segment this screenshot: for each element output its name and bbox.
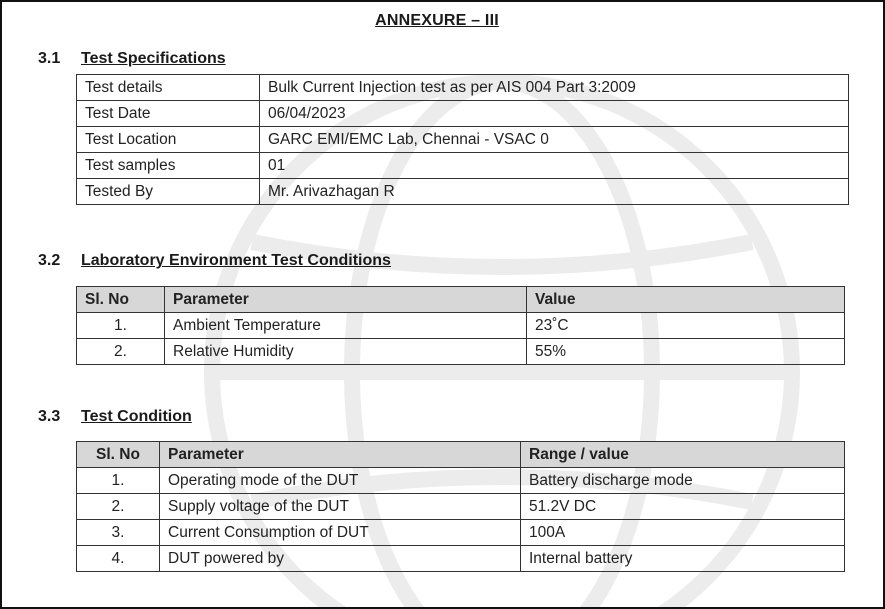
row-label: Tested By xyxy=(77,179,260,205)
row-value: Battery discharge mode xyxy=(521,468,845,494)
table-header-row xyxy=(77,442,845,468)
column-header-value: Value xyxy=(527,287,845,313)
table-row xyxy=(77,494,845,520)
column-header-parameter: Parameter xyxy=(160,442,521,468)
row-sl-no: 3. xyxy=(77,520,160,546)
test-specifications-table xyxy=(76,74,849,205)
table-row xyxy=(77,468,845,494)
table-row xyxy=(77,75,849,101)
row-parameter: Operating mode of the DUT xyxy=(160,468,521,494)
row-value: 06/04/2023 xyxy=(260,101,849,127)
table-row xyxy=(77,339,845,365)
table-row xyxy=(77,313,845,339)
table-row xyxy=(77,520,845,546)
laboratory-conditions-table xyxy=(76,286,845,365)
row-value: Bulk Current Injection test as per AIS 004 Part 3:2009 xyxy=(260,75,849,101)
row-label: Test samples xyxy=(77,153,260,179)
column-header-sl-no: Sl. No xyxy=(77,287,165,313)
table-row xyxy=(77,153,849,179)
row-parameter: Supply voltage of the DUT xyxy=(160,494,521,520)
section-number: 3.1 xyxy=(38,50,61,67)
test-condition-table xyxy=(76,441,845,572)
column-header-sl-no: Sl. No xyxy=(77,442,160,468)
row-sl-no: 2. xyxy=(77,339,165,365)
table-row xyxy=(77,127,849,153)
row-sl-no: 4. xyxy=(77,546,160,572)
row-value: 55% xyxy=(527,339,845,365)
row-label: Test Date xyxy=(77,101,260,127)
row-value: 23˚C xyxy=(527,313,845,339)
table-row xyxy=(77,179,849,205)
row-value: 100A xyxy=(521,520,845,546)
section-heading-test-condition xyxy=(38,408,338,430)
row-label: Test Location xyxy=(77,127,260,153)
section-heading-test-specifications xyxy=(38,50,338,72)
section-number: 3.3 xyxy=(38,408,61,425)
section-title: Test Specifications xyxy=(81,50,226,67)
row-parameter: Relative Humidity xyxy=(165,339,527,365)
row-sl-no: 2. xyxy=(77,494,160,520)
row-parameter: Current Consumption of DUT xyxy=(160,520,521,546)
row-value: GARC EMI/EMC Lab, Chennai - VSAC 0 xyxy=(260,127,849,153)
table-header-row xyxy=(77,287,845,313)
row-parameter: Ambient Temperature xyxy=(165,313,527,339)
section-number: 3.2 xyxy=(38,252,61,269)
document-title: ANNEXURE – III xyxy=(375,12,499,29)
row-value: Mr. Arivazhagan R xyxy=(260,179,849,205)
row-value: 01 xyxy=(260,153,849,179)
section-title: Test Condition xyxy=(81,408,192,425)
column-header-range-value: Range / value xyxy=(521,442,845,468)
row-label: Test details xyxy=(77,75,260,101)
table-row xyxy=(77,546,845,572)
row-sl-no: 1. xyxy=(77,313,165,339)
row-sl-no: 1. xyxy=(77,468,160,494)
column-header-parameter: Parameter xyxy=(165,287,527,313)
section-heading-laboratory-conditions xyxy=(38,252,538,274)
row-value: Internal battery xyxy=(521,546,845,572)
section-title: Laboratory Environment Test Conditions xyxy=(81,252,391,269)
table-row xyxy=(77,101,849,127)
row-value: 51.2V DC xyxy=(521,494,845,520)
row-parameter: DUT powered by xyxy=(160,546,521,572)
